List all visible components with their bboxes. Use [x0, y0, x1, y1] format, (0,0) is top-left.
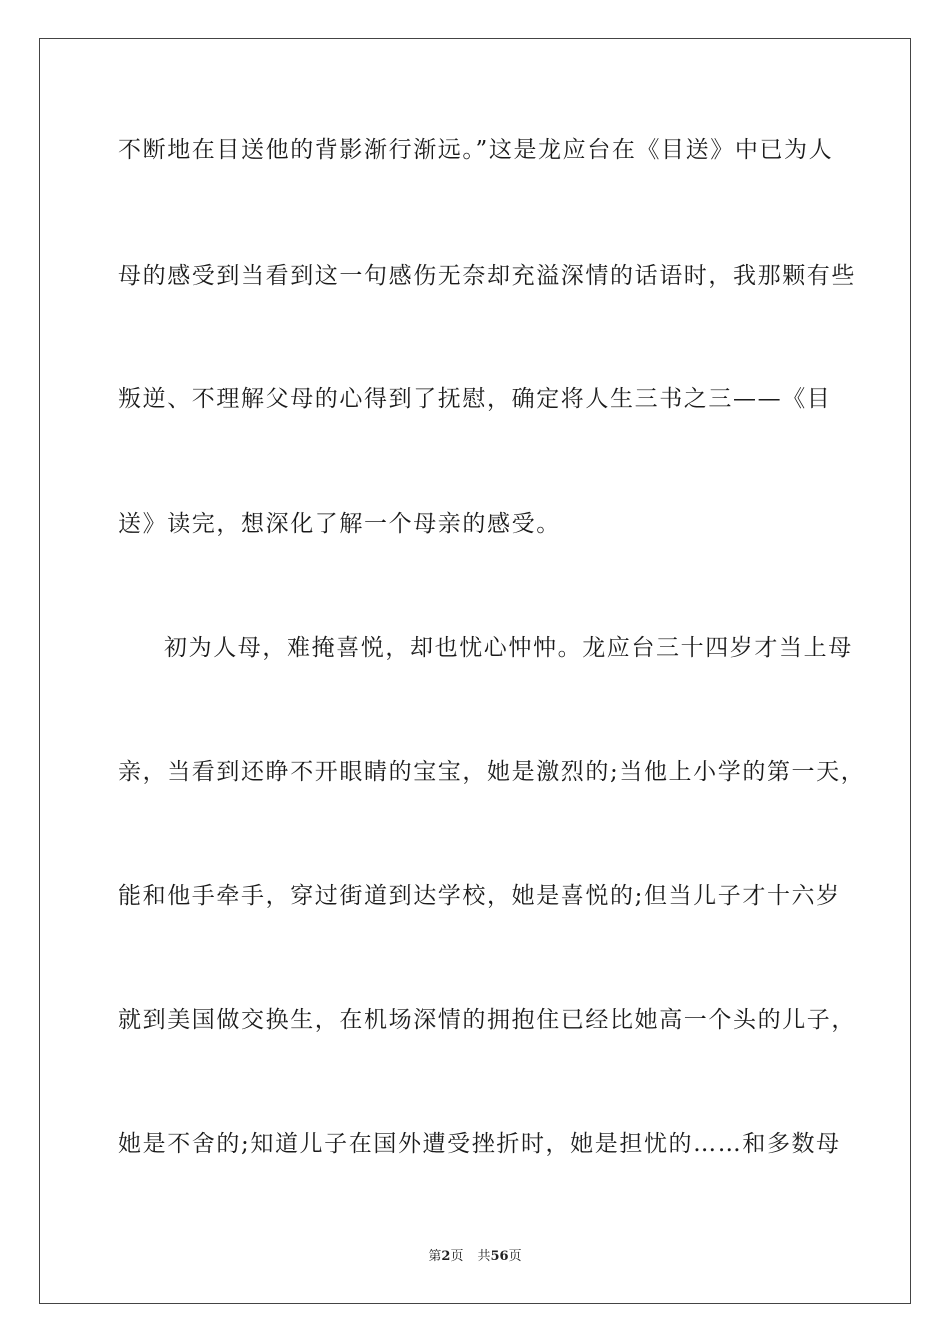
total-suffix: 页: [508, 1249, 522, 1264]
page-suffix: 页: [450, 1249, 464, 1264]
paragraph-line-4: 送》读完，想深化了解一个母亲的感受。: [118, 511, 561, 537]
page-number: 2: [441, 1249, 451, 1264]
paragraph-line-9: 她是不舍的;知道儿子在国外遭受挫折时，她是担忧的……和多数母: [118, 1131, 841, 1157]
total-pages: 56: [490, 1249, 509, 1264]
paragraph-line-7: 能和他手牵手，穿过街道到达学校，她是喜悦的;但当儿子才十六岁: [118, 883, 841, 909]
paragraph-line-2: 母的感受到当看到这一句感伤无奈却充溢深情的话语时，我那颗有些: [118, 263, 856, 289]
paragraph-line-6: 亲，当看到还睁不开眼睛的宝宝，她是激烈的;当他上小学的第一天，: [118, 759, 866, 785]
paragraph-line-8: 就到美国做交换生，在机场深情的拥抱住已经比她高一个头的儿子，: [118, 1007, 856, 1033]
page-border: [39, 38, 911, 1304]
page-prefix: 第: [428, 1249, 442, 1264]
paragraph-line-5: 初为人母，难掩喜悦，却也忧心忡忡。龙应台三十四岁才当上母: [164, 635, 853, 661]
total-prefix: 共: [477, 1249, 491, 1264]
paragraph-line-3: 叛逆、不理解父母的心得到了抚慰，确定将人生三书之三——《目: [118, 386, 832, 412]
paragraph-line-1: 不断地在目送他的背影渐行渐远。”这是龙应台在《目送》中已为人: [118, 137, 834, 163]
page-footer: [0, 1248, 950, 1266]
